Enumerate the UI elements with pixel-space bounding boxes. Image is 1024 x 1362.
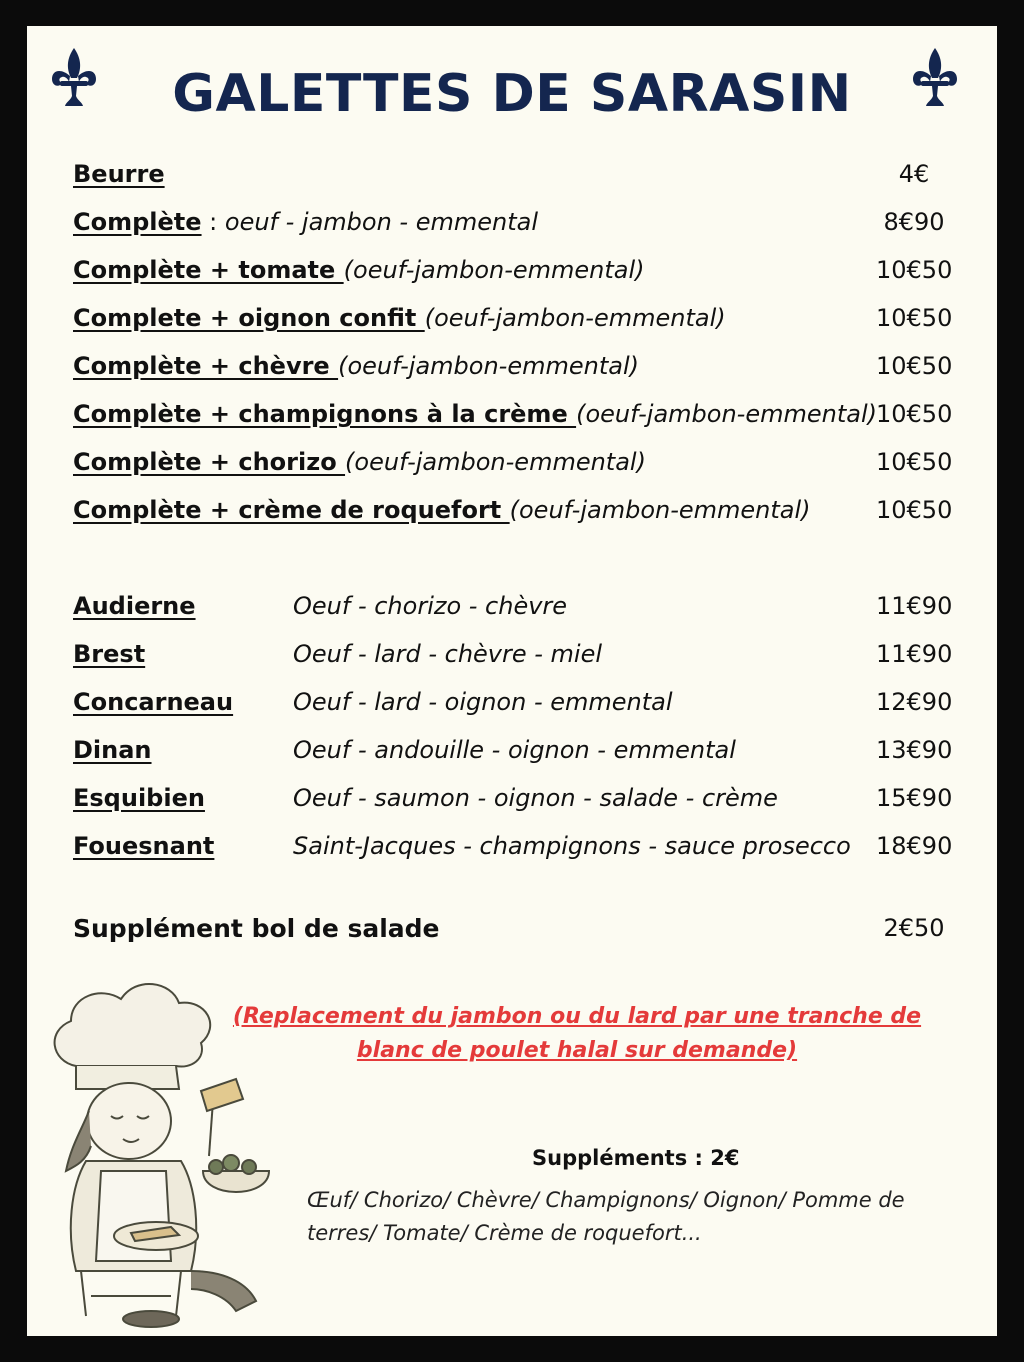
item-name: Audierne bbox=[73, 592, 196, 620]
item-separator: : bbox=[201, 208, 225, 236]
menu-item bbox=[73, 832, 953, 868]
item-name: Dinan bbox=[73, 736, 152, 764]
item-description: oeuf - jambon - emmental bbox=[224, 208, 539, 236]
salad-supplement-label: Supplément bol de salade bbox=[73, 914, 440, 943]
menu-item bbox=[73, 640, 953, 676]
item-price: 10€50 bbox=[876, 400, 953, 428]
item-price: 8€90 bbox=[883, 208, 945, 236]
item-description: Saint-Jacques - champignons - sauce prosecco bbox=[293, 832, 851, 860]
item-description: (oeuf-jambon-emmental) bbox=[345, 448, 646, 476]
item-name: Brest bbox=[73, 640, 146, 668]
item-price: 11€90 bbox=[876, 592, 953, 620]
item-name: Esquibien bbox=[73, 784, 205, 812]
item-description: (oeuf-jambon-emmental) bbox=[509, 496, 811, 524]
salad-supplement-price: 2€50 bbox=[883, 914, 945, 942]
item-description: (oeuf-jambon-emmental) bbox=[576, 400, 877, 428]
menu-title: GALETTES DE SARASIN bbox=[172, 64, 852, 124]
item-description: Oeuf - lard - oignon - emmental bbox=[293, 688, 673, 716]
item-description: Oeuf - lard - chèvre - miel bbox=[293, 640, 603, 668]
item-description: (oeuf-jambon-emmental) bbox=[343, 256, 645, 284]
menu-item bbox=[73, 784, 953, 820]
menu-item bbox=[73, 592, 953, 628]
menu-item bbox=[73, 304, 953, 340]
salad-supplement-row bbox=[73, 914, 953, 943]
item-description: Oeuf - chorizo - chèvre bbox=[293, 592, 568, 620]
item-price: 15€90 bbox=[876, 784, 953, 812]
menu-page bbox=[27, 26, 997, 1336]
item-name: Beurre bbox=[73, 160, 165, 188]
item-price: 11€90 bbox=[876, 640, 953, 668]
item-price: 10€50 bbox=[876, 496, 953, 524]
item-name: Concarneau bbox=[73, 688, 234, 716]
item-name: Complète + chorizo bbox=[73, 448, 346, 476]
item-name: Complète bbox=[73, 208, 202, 236]
item-description: Oeuf - saumon - oignon - salade - crème bbox=[293, 784, 778, 812]
menu-item bbox=[73, 496, 953, 532]
item-name: Complète + tomate bbox=[73, 256, 344, 284]
extras-list: Œuf/ Chorizo/ Chèvre/ Champignons/ Oignon/ Pomme de terres/ Tomate/ Crème de roquefort... bbox=[307, 1188, 905, 1245]
item-price: 12€90 bbox=[876, 688, 953, 716]
item-price: 10€50 bbox=[876, 304, 953, 332]
menu-item bbox=[73, 448, 953, 484]
halal-note: (Replacement du jambon ou du lard par une tranche de blanc de poulet halal sur demande) bbox=[232, 1004, 922, 1063]
item-description: (oeuf-jambon-emmental) bbox=[424, 304, 726, 332]
item-description: (oeuf-jambon-emmental) bbox=[338, 352, 639, 380]
menu-item bbox=[73, 256, 953, 292]
item-price: 4€ bbox=[898, 160, 930, 188]
item-price: 13€90 bbox=[876, 736, 953, 764]
extras-title: Suppléments : 2€ bbox=[532, 1146, 740, 1170]
item-name: Fouesnant bbox=[73, 832, 215, 860]
item-price: 10€50 bbox=[876, 448, 953, 476]
item-price: 18€90 bbox=[876, 832, 953, 860]
item-description: Oeuf - andouille - oignon - emmental bbox=[293, 736, 736, 764]
menu-item bbox=[73, 160, 953, 196]
menu-item bbox=[73, 400, 953, 436]
item-name: Complète + crème de roquefort bbox=[73, 496, 510, 524]
chef-illustration bbox=[31, 971, 271, 1331]
item-price: 10€50 bbox=[876, 352, 953, 380]
item-name: Complète + champignons à la crème bbox=[73, 400, 577, 428]
item-price: 10€50 bbox=[876, 256, 953, 284]
item-name: Complete + oignon confit bbox=[73, 304, 425, 332]
menu-item bbox=[73, 736, 953, 772]
menu-item bbox=[73, 208, 953, 244]
menu-item bbox=[73, 352, 953, 388]
item-name: Complète + chèvre bbox=[73, 352, 339, 380]
menu-item bbox=[73, 688, 953, 724]
